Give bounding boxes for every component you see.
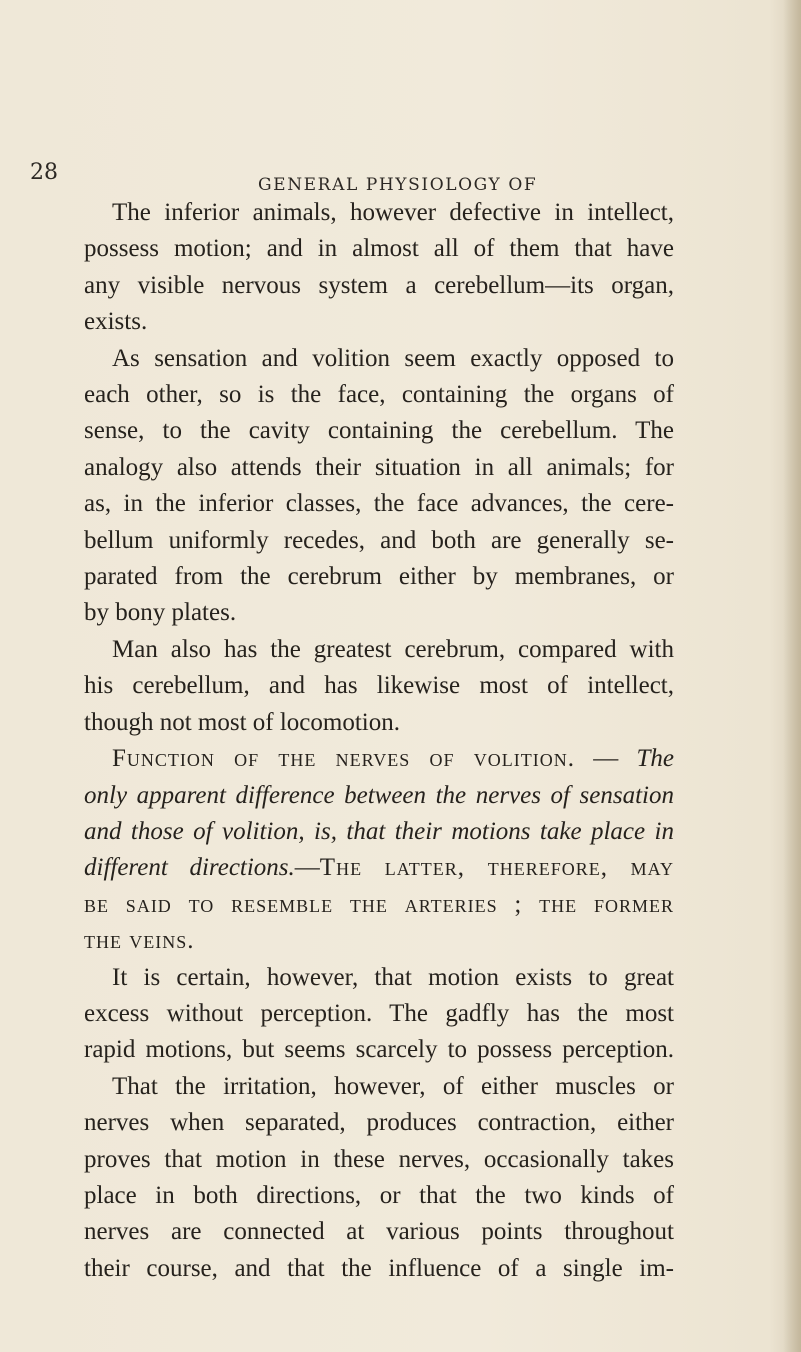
text-line: and those of volition, is, that their motions take place in xyxy=(84,817,674,845)
text-line: exists. xyxy=(84,308,148,336)
text-line xyxy=(84,850,674,886)
paragraph-1 xyxy=(84,195,674,341)
text-line: his cerebellum, and has likewise most of intellect, xyxy=(84,672,674,700)
text-line: any visible nervous system a cerebellum—its organ, xyxy=(84,271,674,299)
text-line: be said to resemble the arteries ; the former xyxy=(84,890,674,918)
paragraph-4 xyxy=(84,741,674,959)
text-line: the veins. xyxy=(84,927,195,955)
body-text xyxy=(84,195,674,1287)
text-line: Man also has the greatest cerebrum, compared with xyxy=(112,635,674,663)
text-line: As sensation and volition seem exactly opposed to xyxy=(112,344,674,372)
text-line: as, in the inferior classes, the face advances, the cere- xyxy=(84,490,674,518)
text-line: their course, and that the influence of a single im- xyxy=(84,1254,674,1282)
text-line: nerves when separated, produces contraction, either xyxy=(84,1109,674,1137)
text-line: analogy also attends their situation in all animals; for xyxy=(84,453,674,481)
text-line: proves that motion in these nerves, occasionally takes xyxy=(84,1145,674,1173)
italic-text: different directions. xyxy=(84,854,295,882)
text-line: It is certain, however, that motion exists to great xyxy=(112,963,674,991)
text-line: nerves are connected at various points throughout xyxy=(84,1218,674,1246)
text-line: rapid motions, but seems scarcely to possess perception. xyxy=(84,1036,674,1064)
section-heading: Function of the nerves of volition. xyxy=(112,745,575,773)
text-line: That the irritation, however, of either muscles or xyxy=(112,1072,674,1100)
text-line: parated from the cerebrum either by membranes, or xyxy=(84,563,674,591)
text-line: only apparent difference between the nerves of sensation xyxy=(84,781,674,809)
text-line: bellum uniformly recedes, and both are generally se- xyxy=(84,526,674,554)
heading-dash: — xyxy=(574,745,637,773)
em-dash: — xyxy=(294,854,320,882)
page-number: 28 xyxy=(30,160,58,185)
text-line: The inferior animals, however defective in intellect, xyxy=(112,199,674,226)
text-line: sense, to the cavity containing the cerebellum. The xyxy=(84,417,674,445)
paragraph-2 xyxy=(84,341,674,632)
page-edge-shadow xyxy=(783,0,801,1352)
text-line: possess motion; and in almost all of them that have xyxy=(84,235,674,263)
text-line: excess without perception. The gadfly has the most xyxy=(84,999,674,1027)
text-line: by bony plates. xyxy=(84,599,237,627)
small-caps-text: The latter, therefore, may xyxy=(319,854,675,882)
paragraph-5 xyxy=(84,960,674,1288)
italic-text: The xyxy=(636,745,674,773)
paragraph-3 xyxy=(84,632,674,741)
text-line: each other, so is the face, containing the organs of xyxy=(84,381,674,409)
text-line: place in both directions, or that the two kinds of xyxy=(84,1181,674,1209)
text-line: though not most of locomotion. xyxy=(84,708,400,736)
running-title: GENERAL PHYSIOLOGY OF xyxy=(258,175,538,195)
text-line xyxy=(84,741,674,777)
